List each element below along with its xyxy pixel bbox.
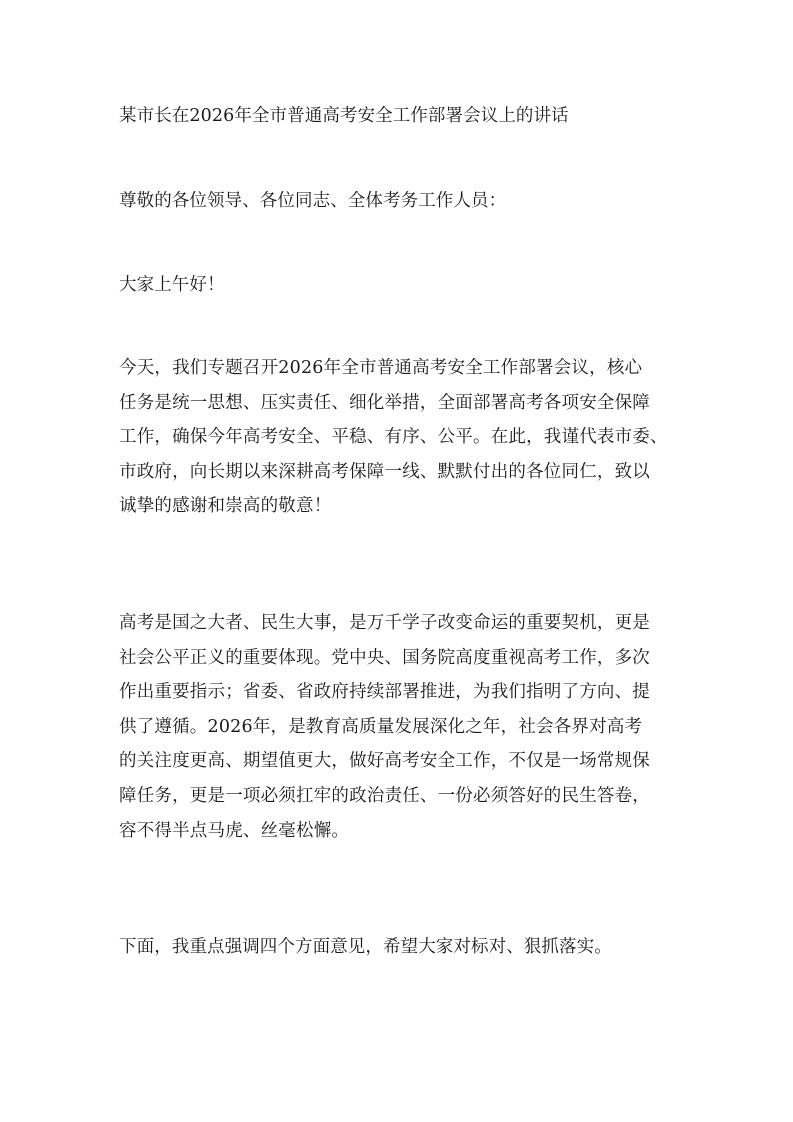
paragraph-line: 社会公平正义的重要体现。党中央、国务院高度重视高考工作，多次 xyxy=(119,647,650,668)
paragraph-line: 容不得半点马虎、丝毫松懈。 xyxy=(119,820,350,841)
paragraph-line: 障任务，更是一项必须扛牢的政治责任、一份必须答好的民生答卷， xyxy=(119,785,650,806)
greeting: 大家上午好！ xyxy=(119,275,225,295)
paragraph-line: 诚挚的感谢和崇高的敬意！ xyxy=(119,496,332,517)
paragraph-transition: 下面，我重点强调四个方面意见，希望大家对标对、狠抓落实。 xyxy=(119,937,612,957)
paragraph-line: 高考是国之大者、民生大事，是万千学子改变命运的重要契机，更是 xyxy=(119,613,650,633)
paragraph-opening xyxy=(119,351,679,524)
paragraph-line: 工作，确保今年高考安全、平稳、有序、公平。在此，我谨代表市委、 xyxy=(119,427,668,448)
paragraph-line: 供了遵循。2026年，是教育高质量发展深化之年，社会各界对高考 xyxy=(119,716,643,737)
paragraph-significance xyxy=(119,606,679,848)
speech-title: 某市长在2026年全市普通高考安全工作部署会议上的讲话 xyxy=(119,106,569,126)
salutation: 尊敬的各位领导、各位同志、全体考务工作人员： xyxy=(119,191,507,211)
paragraph-line: 任务是统一思想、压实责任、细化举措，全面部署高考各项安全保障 xyxy=(119,392,650,413)
paragraph-line: 市政府，向长期以来深耕高考保障一线、默默付出的各位同仁，致以 xyxy=(119,461,650,482)
paragraph-line: 的关注度更高、期望值更大，做好高考安全工作，不仅是一场常规保 xyxy=(119,751,650,772)
paragraph-line: 今天，我们专题召开2026年全市普通高考安全工作部署会议，核心 xyxy=(119,358,643,378)
paragraph-line: 作出重要指示；省委、省政府持续部署推进，为我们指明了方向、提 xyxy=(119,682,650,703)
